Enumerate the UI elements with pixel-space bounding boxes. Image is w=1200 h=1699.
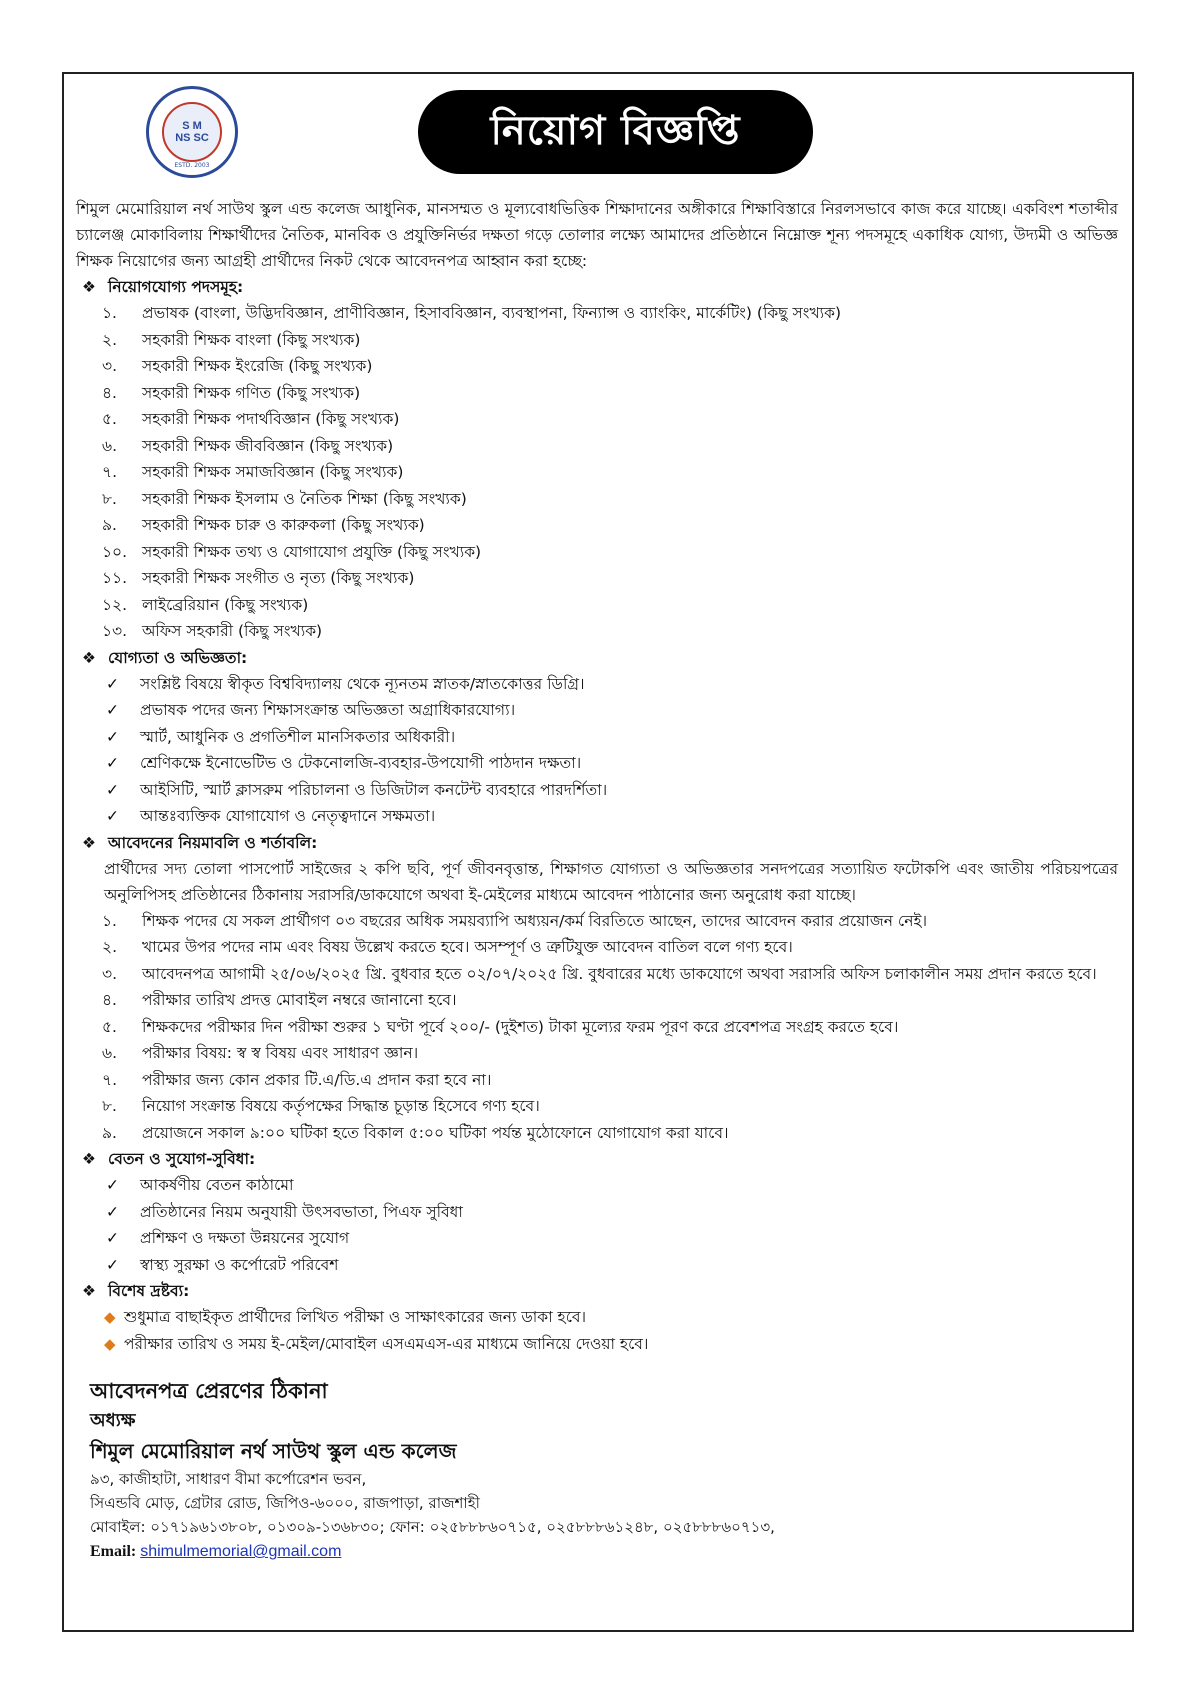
- email-label: Email:: [90, 1543, 137, 1560]
- address-org: শিমুল মেমোরিয়াল নর্থ সাউথ স্কুল এন্ড কলেজ: [90, 1439, 457, 1463]
- list-item: ১০. সহকারী শিক্ষক তথ্য ও যোগাযোগ প্রযুক্তি (কিছু সংখ্যক): [102, 542, 482, 561]
- benefits-heading-text: বেতন ও সুযোগ-সুবিধা:: [108, 1150, 256, 1168]
- positions-heading-text: নিয়োগযোগ্য পদসমূহ:: [108, 278, 244, 296]
- email-row: [90, 1539, 1118, 1565]
- list-item: ✓ স্মার্ট, আধুনিক ও প্রগতিশীল মানসিকতার অধিকারী।: [76, 724, 1118, 751]
- checkmark-icon: ✓: [106, 754, 119, 772]
- rules-heading: [76, 830, 1118, 856]
- list-item: ✓ স্বাস্থ্য সুরক্ষা ও কর্পোরেট পরিবেশ: [76, 1252, 1118, 1279]
- list-item: ৩. আবেদনপত্র আগামী ২৫/০৬/২০২৫ খ্রি. বুধবার হতে ০২/০৭/২০২৫ খ্রি. বুধবারের মধ্যে ডাকযোগে অথবা সরাসরি অফিস চলাকালীন সময় প্রদান করতে হবে।: [102, 964, 1097, 983]
- qualifications-list: [76, 671, 1118, 830]
- list-item: ৭. সহকারী শিক্ষক সমাজবিজ্ঞান (কিছু সংখ্যক): [102, 463, 404, 481]
- list-item: ৭. পরীক্ষার জন্য কোন প্রকার টি.এ/ডি.এ প্রদান করা হবে না।: [102, 1070, 492, 1089]
- address-role: অধ্যক্ষ: [90, 1410, 136, 1431]
- email-link[interactable]: shimulmemorial@gmail.com: [140, 1543, 342, 1560]
- address-line-1: ৯৩, কাজীহাটা, সাধারণ বীমা কর্পোরেশন ভবন,: [90, 1470, 367, 1488]
- contact-numbers: মোবাইল: ০১৭১৯৬১৩৮০৮, ০১৩০৯-১৩৬৮৩০; ফোন: ০২৫৮৮৮৬০৭১৫, ০২৫৮৮৮৬১২৪৮, ০২৫৮৮৮৬০৭১৩,: [90, 1518, 775, 1536]
- list-item: ৬. পরীক্ষার বিষয়: স্ব স্ব বিষয় এবং সাধারণ জ্ঞান।: [102, 1044, 419, 1062]
- benefits-heading: [76, 1146, 1118, 1172]
- list-item: ✓ প্রতিষ্ঠানের নিয়ম অনুযায়ী উৎসবভাতা, পিএফ সুবিধা: [76, 1199, 1118, 1226]
- list-item: ৮. সহকারী শিক্ষক ইসলাম ও নৈতিক শিক্ষা (কিছু সংখ্যক): [102, 489, 467, 508]
- notice-header: [76, 80, 1118, 196]
- logo-estd: ESTD. 2003: [174, 162, 210, 169]
- bullet-diamond-icon: ❖: [82, 278, 96, 296]
- checkmark-icon: ✓: [106, 1229, 119, 1247]
- bullet-diamond-icon: ❖: [82, 833, 96, 852]
- checkmark-icon: ✓: [106, 780, 119, 799]
- logo-emblem: [162, 102, 222, 162]
- list-item: ✓ প্রভাষক পদের জন্য শিক্ষাসংক্রান্ত অভিজ্ঞতা অগ্রাধিকারযোগ্য।: [76, 697, 1118, 724]
- list-item: ২. খামের উপর পদের নাম এবং বিষয় উল্লেখ করতে হবে। অসম্পূর্ণ ও ত্রুটিযুক্ত আবেদন বাতিল বলে গণ্য হবে।: [102, 938, 793, 956]
- list-item: ১২. লাইব্রেরিয়ান (কিছু সংখ্যক): [102, 595, 309, 614]
- checkmark-icon: ✓: [106, 1176, 119, 1194]
- rules-list: [76, 908, 1118, 1147]
- benefits-list: [76, 1172, 1118, 1278]
- orange-diamond-icon: ◆: [104, 1334, 116, 1353]
- list-item: ✓ সংশ্লিষ্ট বিষয়ে স্বীকৃত বিশ্ববিদ্যালয় থেকে ন্যূনতম স্নাতক/স্নাতকোত্তর ডিগ্রি।: [76, 671, 1118, 698]
- checkmark-icon: ✓: [106, 701, 119, 719]
- logo-text-bottom: NS SC: [175, 132, 209, 144]
- list-item: ◆ পরীক্ষার তারিখ ও সময় ই-মেইল/মোবাইল এসএমএস-এর মাধ্যমে জানিয়ে দেওয়া হবে।: [76, 1331, 1118, 1358]
- qualifications-heading: [76, 645, 1118, 671]
- address-title: আবেদনপত্র প্রেরণের ঠিকানা: [90, 1379, 328, 1403]
- checkmark-icon: ✓: [106, 674, 119, 693]
- checkmark-icon: ✓: [106, 1255, 119, 1274]
- bullet-diamond-icon: ❖: [82, 1282, 96, 1300]
- list-item: ✓ প্রশিক্ষণ ও দক্ষতা উন্নয়নের সুযোগ: [76, 1225, 1118, 1252]
- checkmark-icon: ✓: [106, 807, 119, 825]
- list-item: ✓ আন্তঃব্যক্তিক যোগাযোগ ও নেতৃত্বদানে সক্ষমতা।: [76, 803, 1118, 830]
- list-item: ✓ আইসিটি, স্মার্ট ক্লাসরুম পরিচালনা ও ডিজিটাল কনটেন্ট ব্যবহারে পারদর্শিতা।: [76, 777, 1118, 804]
- notes-list: [76, 1304, 1118, 1357]
- list-item: ৪. পরীক্ষার তারিখ প্রদত্ত মোবাইল নম্বরে জানানো হবে।: [102, 991, 457, 1009]
- list-item: ১. প্রভাষক (বাংলা, উদ্ভিদবিজ্ঞান, প্রাণীবিজ্ঞান, হিসাববিজ্ঞান, ব্যবস্থাপনা, ফিন্যান্স ও ব্যাংকিং, মার্কেটিং) (কিছু সংখ্যক): [102, 304, 842, 322]
- list-item: ✓ আকর্ষণীয় বেতন কাঠামো: [76, 1172, 1118, 1199]
- rules-intro: প্রার্থীদের সদ্য তোলা পাসপোর্ট সাইজের ২ কপি ছবি, পূর্ণ জীবনবৃত্তান্ত, শিক্ষাগত যোগ্যতা ও অভিজ্ঞতার সনদপত্রের সত্যায়িত ফটোকপি এবং জাতীয় পরিচয়পত্রের অনুলিপিসহ প্রতিষ্ঠানের ঠিকানায় সরাসরি/ডাকযোগে অথবা ই-মেইলের মাধ্যমে আবেদন পাঠানোর জন্য অনুরোধ করা যাচ্ছে।: [104, 859, 1118, 904]
- notes-heading: [76, 1278, 1118, 1304]
- list-item: ৯. সহকারী শিক্ষক চারু ও কারুকলা (কিছু সংখ্যক): [102, 516, 425, 534]
- list-item: ২. সহকারী শিক্ষক বাংলা (কিছু সংখ্যক): [102, 330, 361, 349]
- list-item: ১১. সহকারী শিক্ষক সংগীত ও নৃত্য (কিছু সংখ্যক): [102, 569, 415, 587]
- list-item: ◆ শুধুমাত্র বাছাইকৃত প্রার্থীদের লিখিত পরীক্ষা ও সাক্ষাৎকারের জন্য ডাকা হবে।: [76, 1304, 1118, 1331]
- positions-heading: [76, 274, 1118, 300]
- notes-heading-text: বিশেষ দ্রষ্টব্য:: [108, 1282, 190, 1300]
- bullet-diamond-icon: ❖: [82, 648, 96, 667]
- list-item: ৯. প্রয়োজনে সকাল ৯:০০ ঘটিকা হতে বিকাল ৫:০০ ঘটিকা পর্যন্ত মুঠোফোনে যোগাযোগ করা যাবে।: [102, 1123, 729, 1142]
- list-item: ৬. সহকারী শিক্ষক জীববিজ্ঞান (কিছু সংখ্যক): [102, 436, 394, 455]
- intro-paragraph: শিমুল মেমোরিয়াল নর্থ সাউথ স্কুল এন্ড কলেজ আধুনিক, মানসম্মত ও মূল্যবোধভিত্তিক শিক্ষাদানের অঙ্গীকারে শিক্ষাবিস্তারে নিরলসভাবে কাজ করে যাচ্ছে। একবিংশ শতাব্দীর চ্যালেঞ্জ মোকাবিলায় শিক্ষার্থীদের নৈতিক, মানবিক ও প্রযুক্তিনির্ভর দক্ষতা গড়ে তোলার লক্ষ্যে আমাদের প্রতিষ্ঠানে নিম্নোক্ত শূন্য পদসমূহে একাধিক যোগ্য, উদ্যমী ও অভিজ্ঞ শিক্ষক নিয়োগের জন্য আগ্রহী প্রার্থীদের নিকট থেকে আবেদনপত্র আহ্বান করা হচ্ছে:: [76, 200, 1118, 270]
- list-item: ১৩. অফিস সহকারী (কিছু সংখ্যক): [102, 622, 323, 640]
- list-item: ১. শিক্ষক পদের যে সকল প্রার্থীগণ ০৩ বছরের অধিক সময়ব্যাপি অধ্যয়ন/কর্ম বিরতিতে আছেন, তাদের আবেদন করার প্রয়োজন নেই।: [102, 911, 928, 930]
- positions-list: [76, 300, 1118, 645]
- qualifications-heading-text: যোগ্যতা ও অভিজ্ঞতা:: [108, 648, 248, 667]
- orange-diamond-icon: ◆: [104, 1308, 116, 1326]
- school-logo: [146, 86, 238, 178]
- list-item: ৩. সহকারী শিক্ষক ইংরেজি (কিছু সংখ্যক): [102, 357, 373, 375]
- address-block: [76, 1375, 1118, 1565]
- rules-heading-text: আবেদনের নিয়মাবলি ও শর্তাবলি:: [108, 833, 318, 852]
- checkmark-icon: ✓: [106, 1202, 119, 1221]
- list-item: ৫. সহকারী শিক্ষক পদার্থবিজ্ঞান (কিছু সংখ্যক): [102, 410, 400, 428]
- list-item: ৪. সহকারী শিক্ষক গণিত (কিছু সংখ্যক): [102, 383, 361, 402]
- notice-page: [62, 72, 1134, 1632]
- list-item: ✓ শ্রেণিকক্ষে ইনোভেটিভ ও টেকনোলজি-ব্যবহার-উপযোগী পাঠদান দক্ষতা।: [76, 750, 1118, 777]
- list-item: ৮. নিয়োগ সংক্রান্ত বিষয়ে কর্তৃপক্ষের সিদ্ধান্ত চূড়ান্ত হিসেবে গণ্য হবে।: [102, 1097, 540, 1115]
- list-item: ৫. শিক্ষকদের পরীক্ষার দিন পরীক্ষা শুরুর ১ ঘণ্টা পূর্বে ২০০/- (দুইশত) টাকা মূল্যের ফরম পূরণ করে প্রবেশপত্র সংগ্রহ করতে হবে।: [102, 1017, 899, 1036]
- notice-title: নিয়োগ বিজ্ঞপ্তি: [418, 90, 813, 174]
- bullet-diamond-icon: ❖: [82, 1150, 96, 1168]
- checkmark-icon: ✓: [106, 727, 119, 746]
- logo-text-top: S M: [182, 119, 202, 132]
- address-line-2: সিএন্ডবি মোড়, গ্রেটার রোড, জিপিও-৬০০০, রাজপাড়া, রাজশাহী: [90, 1494, 480, 1512]
